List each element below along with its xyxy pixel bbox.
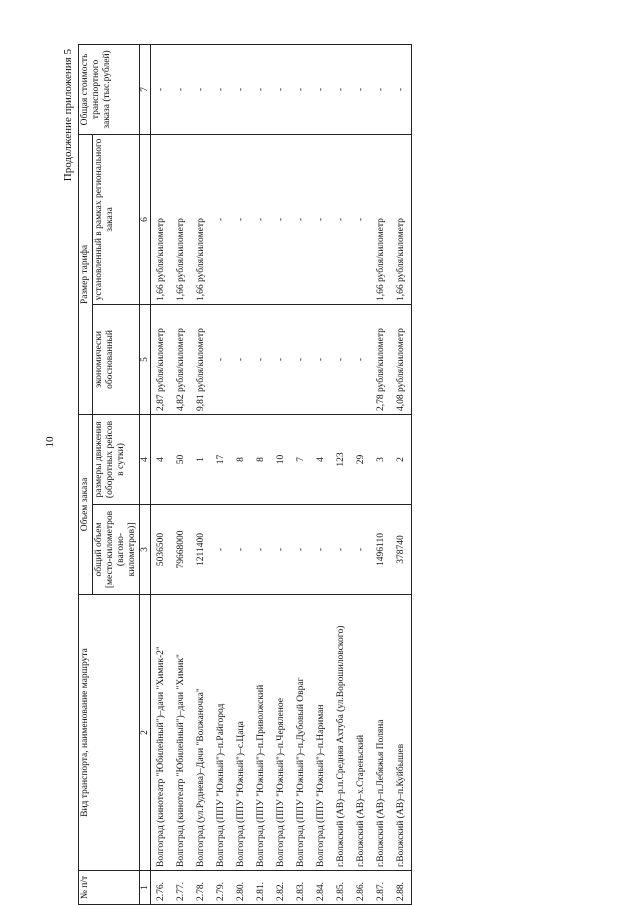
total-volume: 1496110 bbox=[371, 505, 391, 595]
total-cost: - bbox=[211, 44, 231, 134]
total-cost: - bbox=[311, 44, 331, 134]
economic-tariff: - bbox=[271, 304, 291, 414]
route-name: Волгоград (ППУ "Южный")–с.Цаца bbox=[231, 595, 251, 871]
row-number: 2.88. bbox=[391, 871, 412, 905]
total-cost: - bbox=[251, 44, 271, 134]
established-tariff: - bbox=[331, 134, 351, 304]
economic-tariff: - bbox=[311, 304, 331, 414]
row-number: 2.80. bbox=[231, 871, 251, 905]
appendix-label: Продолжение приложения 5 bbox=[62, 49, 74, 182]
table-row bbox=[191, 44, 211, 904]
total-volume: - bbox=[351, 505, 371, 595]
rotated-table-container bbox=[62, 45, 548, 905]
route-name: Волгоград (кинотеатр "Юбилейный")–дачи "Химик" bbox=[171, 595, 191, 871]
economic-tariff: 2,87 рубля/километр bbox=[151, 304, 172, 414]
header-num: 7 bbox=[140, 44, 151, 134]
header-col-economic: экономически обоснованный bbox=[93, 304, 140, 414]
total-cost: - bbox=[171, 44, 191, 134]
header-col-no: № п/т bbox=[79, 871, 140, 905]
row-number: 2.82. bbox=[271, 871, 291, 905]
table-row bbox=[391, 44, 412, 904]
row-number: 2.86. bbox=[351, 871, 371, 905]
movement-size: 1 bbox=[191, 414, 211, 504]
movement-size: 2 bbox=[391, 414, 412, 504]
established-tariff: - bbox=[231, 134, 251, 304]
route-name: Волгоград (ППУ "Южный")–п.Приволжский bbox=[251, 595, 271, 871]
row-number: 2.77. bbox=[171, 871, 191, 905]
row-number: 2.76. bbox=[151, 871, 172, 905]
row-number: 2.78. bbox=[191, 871, 211, 905]
economic-tariff: - bbox=[251, 304, 271, 414]
economic-tariff: - bbox=[291, 304, 311, 414]
header-col-movement: размеры движения (оборотных рейсов в сутки) bbox=[93, 414, 140, 504]
movement-size: 8 bbox=[251, 414, 271, 504]
movement-size: 8 bbox=[231, 414, 251, 504]
established-tariff: - bbox=[351, 134, 371, 304]
total-cost: - bbox=[231, 44, 251, 134]
route-name: Волгоград (ППУ "Южный")–п.Нариман bbox=[311, 595, 331, 871]
table-row bbox=[151, 44, 172, 904]
table-row bbox=[211, 44, 231, 904]
header-group-volume: Объем заказа bbox=[79, 414, 93, 594]
table-row bbox=[271, 44, 291, 904]
route-name: г.Волжский (АВ)–п.Лебяжья Поляна bbox=[371, 595, 391, 871]
total-volume: - bbox=[211, 505, 231, 595]
movement-size: 4 bbox=[151, 414, 172, 504]
route-name: г.Волжский (АВ)–п.Куйбышев bbox=[391, 595, 412, 871]
route-name: г.Волжский (АВ)–х.Стареньский bbox=[351, 595, 371, 871]
header-num: 4 bbox=[140, 414, 151, 504]
header-col-cost: Общая стоимость транспортного заказа (тыс.рублей) bbox=[79, 44, 140, 134]
established-tariff: - bbox=[271, 134, 291, 304]
total-volume: - bbox=[271, 505, 291, 595]
transport-order-table bbox=[78, 44, 412, 905]
economic-tariff: 4,82 рубля/километр bbox=[171, 304, 191, 414]
total-volume: - bbox=[331, 505, 351, 595]
route-name: Волгоград (ППУ "Южный")–п.Черяленое bbox=[271, 595, 291, 871]
total-cost: - bbox=[371, 44, 391, 134]
economic-tariff: - bbox=[351, 304, 371, 414]
table-row bbox=[231, 44, 251, 904]
movement-size: 10 bbox=[271, 414, 291, 504]
total-cost: - bbox=[271, 44, 291, 134]
total-volume: - bbox=[291, 505, 311, 595]
row-number: 2.83. bbox=[291, 871, 311, 905]
header-num: 6 bbox=[140, 134, 151, 304]
row-number: 2.87. bbox=[371, 871, 391, 905]
total-cost: - bbox=[351, 44, 371, 134]
economic-tariff: - bbox=[211, 304, 231, 414]
total-cost: - bbox=[151, 44, 172, 134]
header-col-total-volume: общий объем [место-километров (вагоно-километров)] bbox=[93, 505, 140, 595]
movement-size: 4 bbox=[311, 414, 331, 504]
total-volume: 378740 bbox=[391, 505, 412, 595]
economic-tariff: - bbox=[331, 304, 351, 414]
header-col-route: Вид транспорта, наименование маршрута bbox=[79, 595, 140, 871]
route-name: г.Волжский (АВ)–р.п.Средняя Ахтуба (ул.Ворошиловского) bbox=[331, 595, 351, 871]
established-tariff: 1,66 рубля/километр bbox=[151, 134, 172, 304]
table-row bbox=[251, 44, 271, 904]
row-number: 2.85. bbox=[331, 871, 351, 905]
header-num: 3 bbox=[140, 505, 151, 595]
established-tariff: 1,66 рубля/километр bbox=[391, 134, 412, 304]
established-tariff: - bbox=[291, 134, 311, 304]
table-body bbox=[151, 44, 412, 904]
header-num: 1 bbox=[140, 871, 151, 905]
total-volume: - bbox=[251, 505, 271, 595]
route-name: Волгоград (ППУ "Южный")–п.Райгород bbox=[211, 595, 231, 871]
established-tariff: - bbox=[211, 134, 231, 304]
table-row bbox=[331, 44, 351, 904]
total-volume: 5036500 bbox=[151, 505, 172, 595]
header-group-tariff: Размер тарифа bbox=[79, 134, 93, 414]
total-cost: - bbox=[291, 44, 311, 134]
economic-tariff: 4,08 рубля/километр bbox=[391, 304, 412, 414]
movement-size: 29 bbox=[351, 414, 371, 504]
route-name: Волгоград (ППУ "Южный")–п.Дубовый Овраг bbox=[291, 595, 311, 871]
established-tariff: - bbox=[311, 134, 331, 304]
total-volume: - bbox=[311, 505, 331, 595]
established-tariff: - bbox=[251, 134, 271, 304]
total-volume: 79668000 bbox=[171, 505, 191, 595]
table-row bbox=[311, 44, 331, 904]
established-tariff: 1,66 рубля/километр bbox=[171, 134, 191, 304]
route-name: Волгоград (ул.Руднева)–Дачи "Волжаночка" bbox=[191, 595, 211, 871]
row-number: 2.81. bbox=[251, 871, 271, 905]
economic-tariff: - bbox=[231, 304, 251, 414]
economic-tariff: 2,78 рубля/километр bbox=[371, 304, 391, 414]
movement-size: 7 bbox=[291, 414, 311, 504]
page-number: 10 bbox=[44, 436, 56, 448]
table-row bbox=[291, 44, 311, 904]
total-volume: 1211400 bbox=[191, 505, 211, 595]
table-row bbox=[171, 44, 191, 904]
row-number: 2.84. bbox=[311, 871, 331, 905]
movement-size: 17 bbox=[211, 414, 231, 504]
table-row bbox=[371, 44, 391, 904]
total-volume: - bbox=[231, 505, 251, 595]
header-num: 2 bbox=[140, 595, 151, 871]
movement-size: 123 bbox=[331, 414, 351, 504]
header-num: 5 bbox=[140, 304, 151, 414]
total-cost: - bbox=[391, 44, 412, 134]
total-cost: - bbox=[191, 44, 211, 134]
movement-size: 3 bbox=[371, 414, 391, 504]
established-tariff: 1,66 рубля/километр bbox=[191, 134, 211, 304]
total-cost: - bbox=[331, 44, 351, 134]
route-name: Волгоград (кинотеатр "Юбилейный")–дачи "Химик-2" bbox=[151, 595, 172, 871]
row-number: 2.79. bbox=[211, 871, 231, 905]
established-tariff: 1,66 рубля/километр bbox=[371, 134, 391, 304]
header-col-established: установленный в рамках регионального заказа bbox=[93, 134, 140, 304]
movement-size: 50 bbox=[171, 414, 191, 504]
table-row bbox=[351, 44, 371, 904]
economic-tariff: 9,81 рубля/километр bbox=[191, 304, 211, 414]
